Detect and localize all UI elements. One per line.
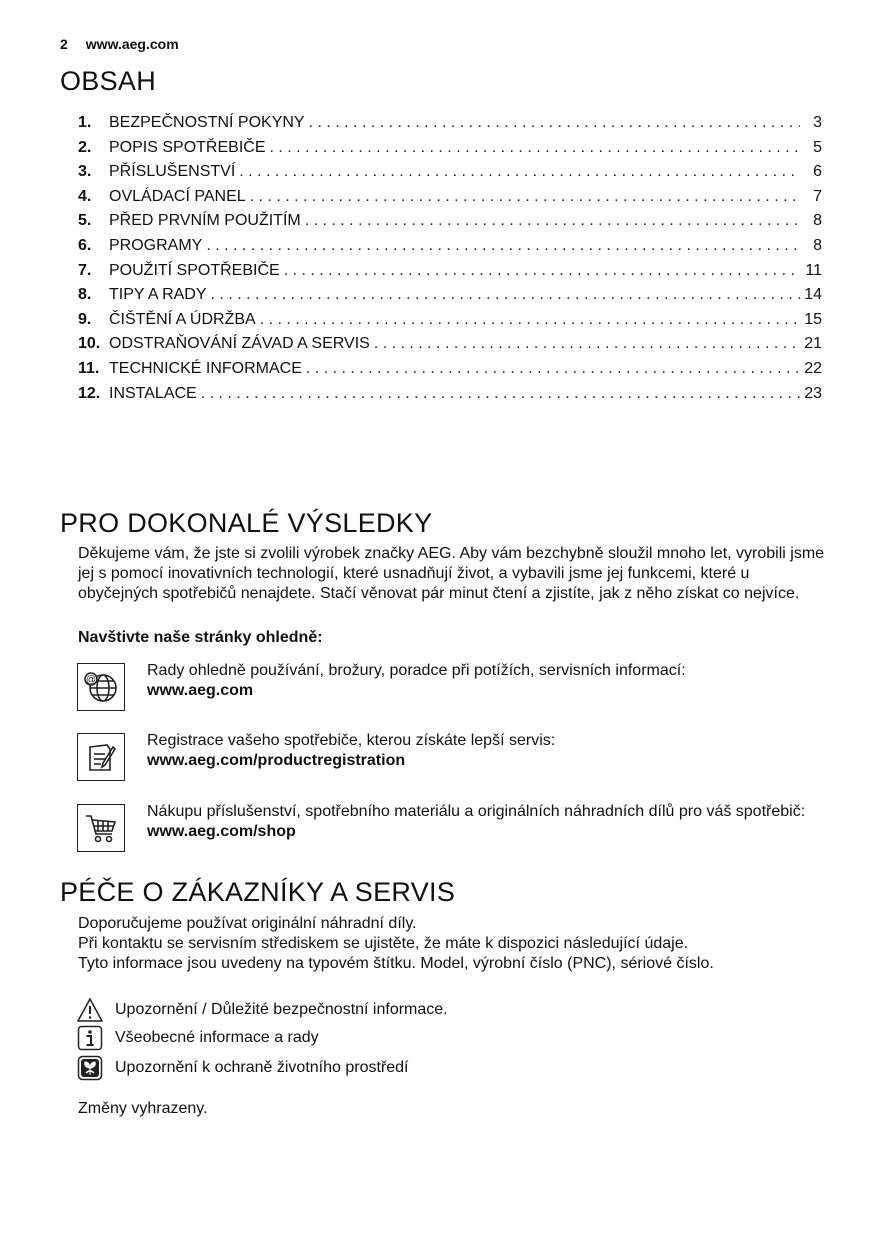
- toc-item[interactable]: [78, 212, 822, 237]
- toc-item-number: 8.: [78, 286, 92, 304]
- toc-item-number: 1.: [78, 114, 92, 131]
- toc-item[interactable]: [78, 114, 822, 139]
- environment-icon: [77, 1055, 103, 1081]
- toc-item[interactable]: [78, 163, 822, 188]
- link-description: Rady ohledně používání, brožury, poradce při potížích, servisních informací:: [147, 662, 686, 679]
- toc-item-number: 4.: [78, 187, 92, 205]
- toc-item-label: PROGRAMY: [109, 236, 203, 254]
- globe-at-icon: [77, 663, 125, 711]
- toc-item-number: 9.: [78, 310, 92, 328]
- toc-item-label: INSTALACE: [109, 384, 197, 402]
- changes-note: Změny vyhrazeny.: [78, 1100, 208, 1117]
- toc-item-page: 15: [804, 310, 822, 328]
- toc-leader-dots: [269, 139, 800, 157]
- toc-item-number: 12.: [78, 384, 101, 402]
- toc-leader-dots: [250, 188, 800, 206]
- page-number: 2: [60, 36, 68, 52]
- toc-leader-dots: [206, 237, 800, 255]
- visit-heading: Navštivte naše stránky ohledně:: [78, 629, 323, 646]
- toc-item-label: ODSTRAŇOVÁNÍ ZÁVAD A SERVIS: [109, 335, 370, 353]
- toc-item[interactable]: [78, 286, 822, 311]
- toc-item-page: 6: [813, 163, 822, 181]
- toc-item-page: 14: [804, 286, 822, 304]
- toc-leader-dots: [201, 385, 800, 403]
- toc-item-page: 21: [804, 335, 822, 353]
- toc-item-label: POUŽITÍ SPOTŘEBIČE: [109, 261, 280, 279]
- legend-text: Upozornění k ochraně životního prostředí: [115, 1059, 409, 1076]
- link-row-registration: [77, 733, 837, 781]
- toc-item-page: 22: [804, 359, 822, 377]
- toc-item-number: 2.: [78, 138, 92, 156]
- svg-text:@: @: [85, 674, 97, 686]
- legend-info: [77, 1025, 319, 1051]
- care-line: Tyto informace jsou uvedeny na typovém štítku. Model, výrobní číslo (PNC), sériové číslo.: [78, 955, 714, 972]
- toc-item[interactable]: [78, 335, 822, 360]
- toc-item-label: PŘED PRVNÍM POUŽITÍM: [109, 212, 301, 230]
- toc-item-page: 3: [813, 114, 822, 131]
- page-header: [60, 36, 179, 52]
- toc-item-label: POPIS SPOTŘEBIČE: [109, 138, 266, 156]
- registration-form-icon: [77, 733, 125, 781]
- link-row-support: [77, 663, 837, 711]
- toc-item-number: 3.: [78, 163, 92, 181]
- toc-leader-dots: [284, 262, 800, 280]
- toc-item-label: TECHNICKÉ INFORMACE: [109, 359, 302, 377]
- care-line: Doporučujeme používat originální náhradní díly.: [78, 915, 417, 932]
- info-icon: [77, 1025, 103, 1051]
- link-description: Nákupu příslušenství, spotřebního materiálu a originálních náhradních dílů pro váš spotřebič:: [147, 803, 806, 820]
- table-of-contents: [78, 114, 822, 409]
- legend-environment: [77, 1055, 409, 1081]
- toc-item-page: 8: [813, 236, 822, 254]
- support-link[interactable]: www.aeg.com: [147, 682, 254, 699]
- toc-item-number: 11.: [78, 359, 100, 377]
- shop-link[interactable]: www.aeg.com/shop: [147, 823, 296, 840]
- toc-item-page: 8: [813, 212, 822, 230]
- toc-item-page: 5: [813, 138, 822, 156]
- toc-item[interactable]: [78, 237, 822, 262]
- toc-leader-dots: [211, 286, 800, 304]
- toc-item[interactable]: [78, 385, 822, 410]
- care-section-title: PÉČE O ZÁKAZNÍKY A SERVIS: [60, 877, 456, 907]
- toc-item-label: ČIŠTĚNÍ A ÚDRŽBA: [109, 310, 256, 328]
- toc-leader-dots: [260, 311, 800, 329]
- toc-item-page: 23: [804, 384, 822, 402]
- toc-item[interactable]: [78, 188, 822, 213]
- care-paragraph: [78, 914, 828, 974]
- care-line: Při kontaktu se servisním střediskem se ujistěte, že máte k dispozici následující údaje.: [78, 935, 689, 952]
- toc-item-label: PŘÍSLUŠENSTVÍ: [109, 163, 236, 181]
- link-description: Registrace vašeho spotřebiče, kterou získáte lepší servis:: [147, 732, 556, 749]
- toc-item-label: OVLÁDACÍ PANEL: [109, 187, 246, 205]
- toc-item[interactable]: [78, 262, 822, 287]
- intro-paragraph: Děkujeme vám, že jste si zvolili výrobek značky AEG. Aby vám bezchybně sloužil mnoho let, vyrobili jsme jej s pomocí inovativních technologií, které usnadňují život, a vybavili jsme jej funkcemi, které u obyčejných spotřebičů nenajdete. Stačí věnovat pár minut čtení a zjistíte, jak z něho získat co nejvíce.: [78, 545, 825, 602]
- legend-warning: [77, 997, 448, 1023]
- legend-text: Upozornění / Důležité bezpečnostní informace.: [115, 1001, 448, 1018]
- toc-leader-dots: [305, 212, 800, 230]
- toc-title: OBSAH: [60, 66, 157, 96]
- toc-item-number: 7.: [78, 261, 92, 279]
- toc-leader-dots: [239, 163, 800, 181]
- results-section-title: PRO DOKONALÉ VÝSLEDKY: [60, 508, 433, 538]
- toc-item[interactable]: [78, 311, 822, 336]
- toc-item-page: 11: [805, 261, 822, 279]
- toc-leader-dots: [309, 114, 800, 132]
- toc-leader-dots: [374, 335, 800, 353]
- toc-item-number: 6.: [78, 236, 92, 254]
- site-url[interactable]: www.aeg.com: [85, 36, 179, 52]
- registration-link[interactable]: www.aeg.com/productregistration: [147, 752, 406, 769]
- toc-leader-dots: [306, 360, 800, 378]
- toc-item-page: 7: [813, 187, 822, 205]
- shopping-cart-icon: [77, 804, 125, 852]
- link-row-shop: [77, 804, 837, 852]
- toc-item[interactable]: [78, 139, 822, 164]
- toc-item-number: 5.: [78, 212, 92, 230]
- legend-text: Všeobecné informace a rady: [115, 1029, 319, 1046]
- toc-item[interactable]: [78, 360, 822, 385]
- toc-item-label: TIPY A RADY: [109, 286, 207, 304]
- warning-icon: [77, 997, 103, 1023]
- toc-item-number: 10.: [78, 335, 101, 353]
- toc-item-label: BEZPEČNOSTNÍ POKYNY: [109, 114, 305, 131]
